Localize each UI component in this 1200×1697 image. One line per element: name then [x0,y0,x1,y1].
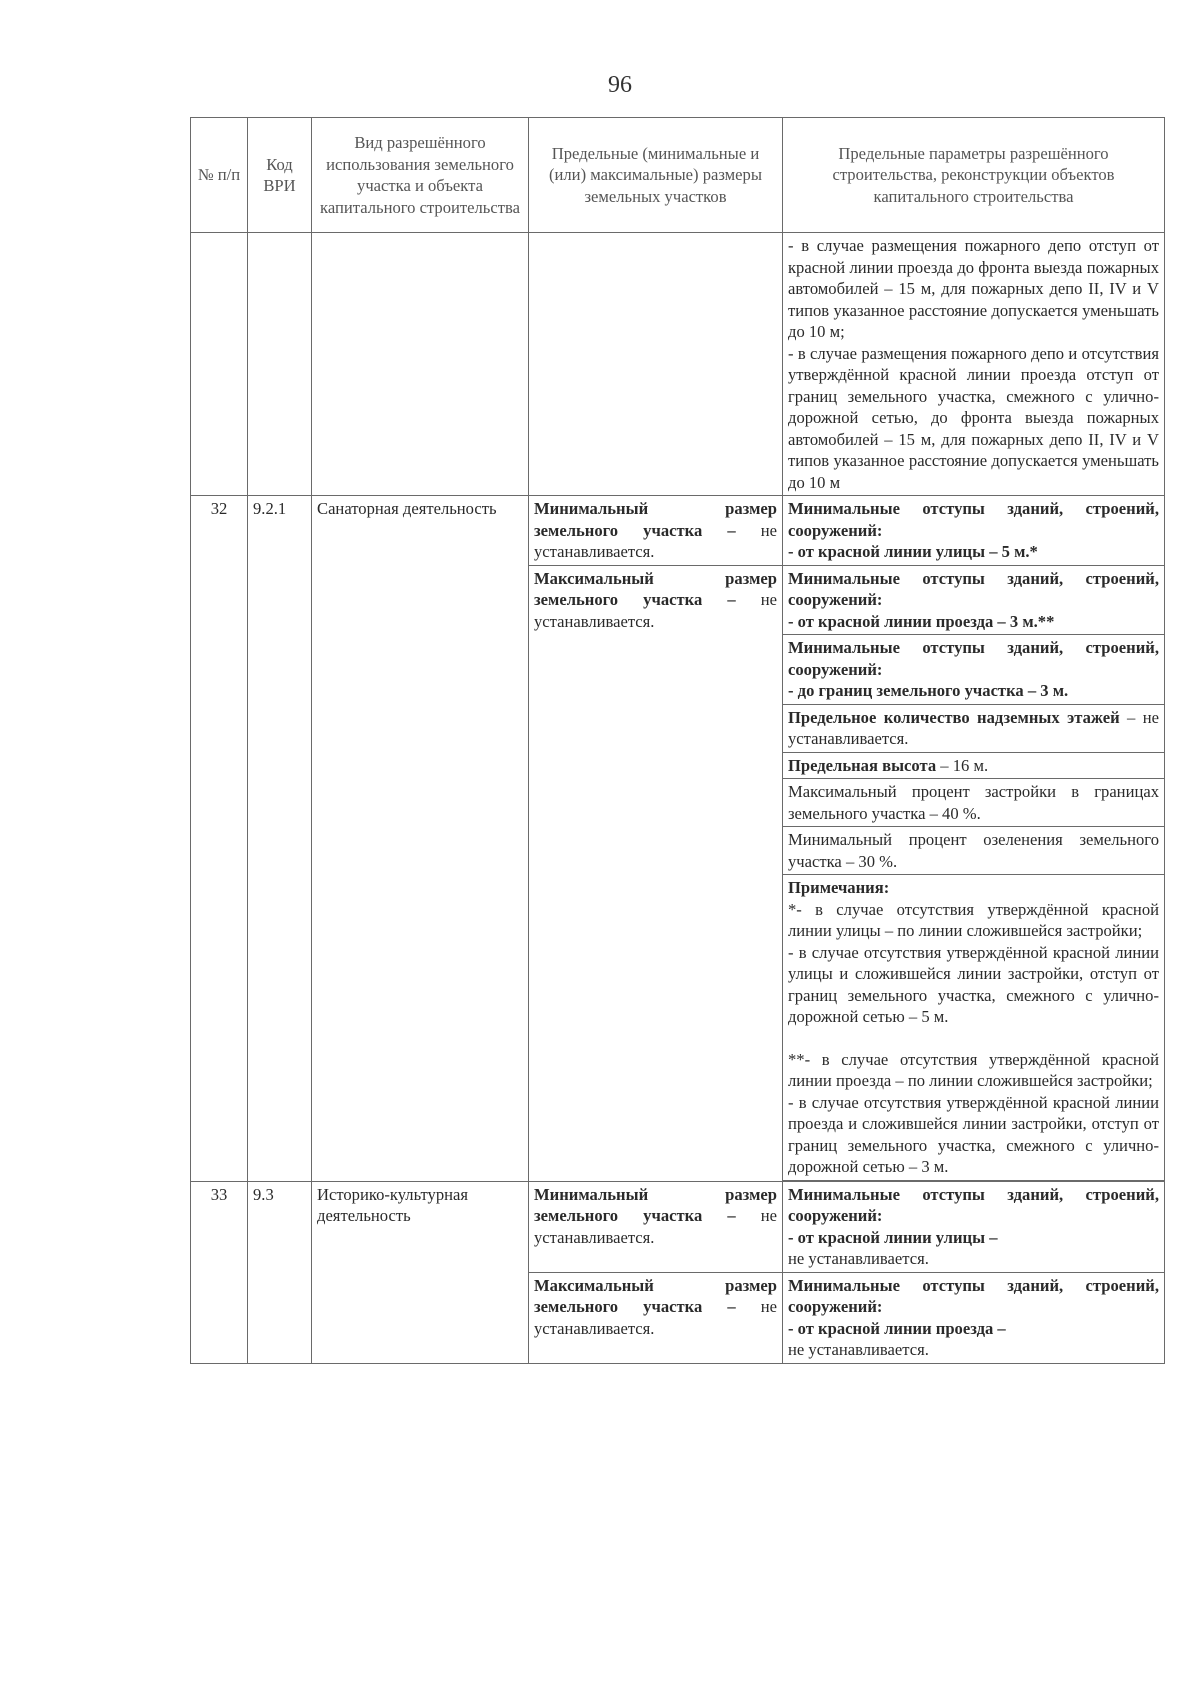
table-row [191,1181,1165,1272]
table-row-continuation [191,233,1165,496]
header-params: Предельные параметры разрешённого строительства, реконструкции объектов капитального строительства [783,118,1165,233]
row32-min-size: Минимальный размер земельного участка – не устанавливается. [529,496,783,566]
header-sizes: Предельные (минимальные и (или) максимальные) размеры земельных участков [529,118,783,233]
page-number: 96 [608,72,632,98]
row33-param-setback-driveway: Минимальные отступы зданий, строений, сооружений: - от красной линии проезда – не устанавливается. [783,1272,1165,1363]
row32-kind: Санаторная деятельность [312,496,529,1182]
row33-param-setback-street: Минимальные отступы зданий, строений, сооружений: - от красной линии улицы – не устанавливается. [783,1181,1165,1272]
table-header-row [191,118,1165,233]
row33-kind: Историко-культурная деятельность [312,1181,529,1363]
row32-notes: Примечания: *- в случае отсутствия утверждённой красной линии улицы – по линии сложившейся застройки; - в случае отсутствия утверждённой красной линии улицы и сложившейся линии застройки, отступ от границ земельного участка, смежного с улично-дорожной сетью – 5 м. **- в случае отсутствия утверждённой красной линии проезда – по линии сложившейся застройки; - в случае отсутствия утверждённой красной линии проезда и сложившейся линии застройки, отступ от границ земельного участка, смежного с улично-дорожной сетью – 3 м. [783,875,1165,1181]
row32-param-build-percent: Максимальный процент застройки в границах земельного участка – 40 %. [783,779,1165,827]
table-row [191,496,1165,566]
row32-param-floors: Предельное количество надземных этажей – не устанавливается. [783,704,1165,752]
row32-max-size: Максимальный размер земельного участка – не устанавливается. [529,565,783,1181]
row32-param-height: Предельная высота – 16 м. [783,752,1165,779]
row32-param-green-percent: Минимальный процент озеленения земельного участка – 30 %. [783,827,1165,875]
header-kind: Вид разрешённого использования земельного участка и объекта капитального строительства [312,118,529,233]
header-code: Код ВРИ [248,118,312,233]
header-num: № п/п [191,118,248,233]
row33-code: 9.3 [248,1181,312,1363]
row32-code: 9.2.1 [248,496,312,1182]
row33-num: 33 [191,1181,248,1363]
regulations-table [190,117,1165,1364]
row32-param-setback-street: Минимальные отступы зданий, строений, сооружений: - от красной линии улицы – 5 м.* [783,496,1165,566]
row33-min-size: Минимальный размер земельного участка – не устанавливается. [529,1181,783,1272]
row32-param-setback-boundary: Минимальные отступы зданий, строений, сооружений: - до границ земельного участка – 3 м. [783,635,1165,705]
row33-max-size: Максимальный размер земельного участка – не устанавливается. [529,1272,783,1363]
continuation-text: - в случае размещения пожарного депо отступ от красной линии проезда до фронта выезда пожарных автомобилей – 15 м, для пожарных депо II, IV и V типов указанное расстояние допускается уменьшать до 10 м; - в случае размещения пожарного депо и отсутствия утверждённой красной линии проезда отступ от границ земельного участка, смежного с улично-дорожной сетью, до фронта выезда пожарных автомобилей – 15 м, для пожарных депо II, IV и V типов указанное расстояние допускается уменьшать до 10 м [783,233,1165,496]
row32-param-setback-driveway: Минимальные отступы зданий, строений, сооружений: - от красной линии проезда – 3 м.** [783,565,1165,635]
row32-num: 32 [191,496,248,1182]
